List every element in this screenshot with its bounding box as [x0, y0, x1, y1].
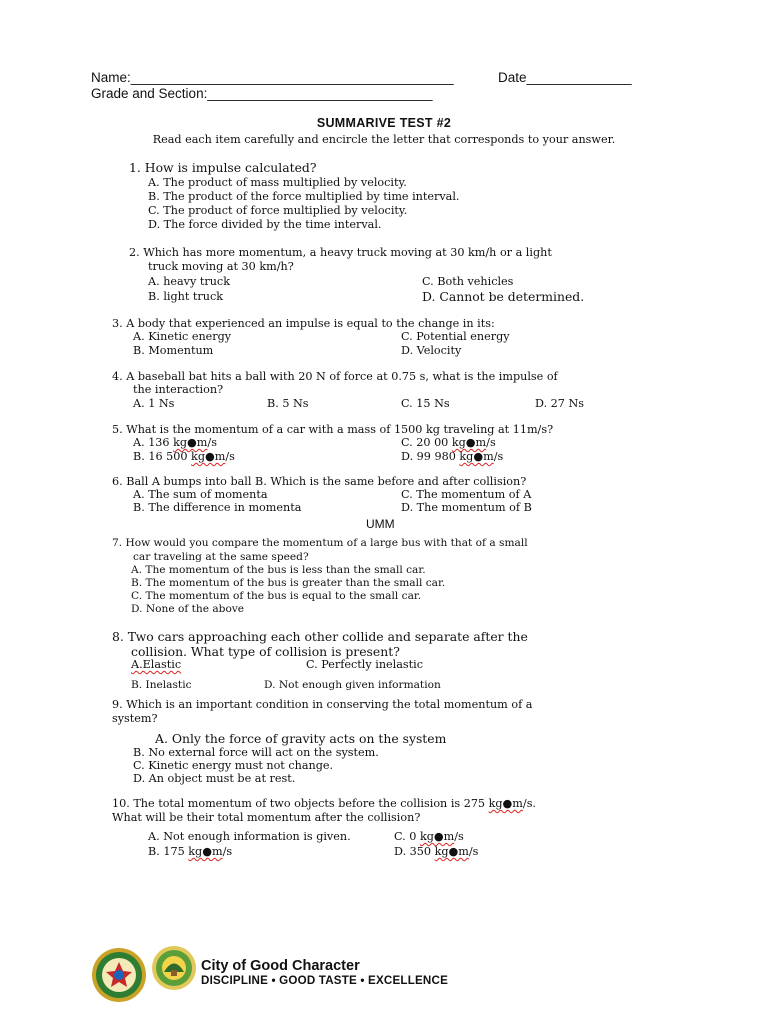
q1-option-c: C. The product of force multiplied by velocity. [148, 204, 408, 217]
q2-option-a: A. heavy truck [148, 275, 230, 288]
q9-stem-line1 [112, 698, 634, 711]
grade-field [91, 86, 433, 101]
q8-option-b: B. Inelastic [131, 679, 192, 691]
q4-stem-line1: 4. A baseball bat hits a ball with 20 N of force at 0.75 s, what is the impulse of [112, 370, 558, 383]
q3-option-d: D. Velocity [401, 344, 462, 357]
q6-option-d: D. The momentum of B [401, 501, 532, 514]
q3-option-a: A. Kinetic energy [133, 330, 232, 343]
q7-stem-line1: 7. How would you compare the momentum of a large bus with that of a small [112, 537, 528, 549]
date-label: Date [498, 70, 527, 85]
q6-option-c: C. The momentum of A [401, 488, 532, 501]
q1-option-b: B. The product of the force multiplied by time interval. [148, 190, 460, 203]
instructions: Read each item carefully and encircle the letter that corresponds to your answer. [152, 133, 616, 146]
q8-stem-text: 8. Two cars approaching each other collide and separate after the [112, 629, 528, 644]
q9-option-b: B. No external force will act on the system. [133, 746, 379, 759]
q1-stem: 1. How is impulse calculated? [129, 160, 317, 175]
q9-stem-line2: system? [112, 712, 158, 725]
q4-option-b: B. 5 Ns [267, 397, 309, 410]
q8-option-a: A.Elastic [131, 658, 182, 671]
q9-option-c: C. Kinetic energy must not change. [133, 759, 334, 772]
city-seal-icon [90, 947, 148, 1003]
q2-option-b: B. light truck [148, 290, 224, 303]
footer-title: City of Good Character [201, 958, 360, 974]
q8-stem-line2: collision. What type of collision is present? [131, 644, 400, 659]
q6-option-a: A. The sum of momenta [133, 488, 268, 501]
q5-stem: 5. What is the momentum of a car with a mass of 1500 kg traveling at 11m/s? [112, 423, 554, 436]
q10-option-b: B. 175 kg●m/s [148, 845, 233, 858]
date-line: ______________ [526, 70, 632, 85]
q9-option-d: D. An object must be at rest. [133, 772, 296, 785]
name-field [91, 70, 454, 85]
q5-option-c: C. 20 00 kg●m/s [401, 436, 496, 449]
q3-option-b: B. Momentum [133, 344, 214, 357]
q4-option-c: C. 15 Ns [401, 397, 450, 410]
q10-option-c: C. 0 kg●m/s [394, 830, 464, 843]
q7-stem-line2: car traveling at the same speed? [133, 551, 309, 563]
name-label: Name: [91, 70, 131, 85]
q10-option-d: D. 350 kg●m/s [394, 845, 479, 858]
q4-stem-line2: the interaction? [133, 383, 224, 396]
q7-option-a: A. The momentum of the bus is less than the small car. [131, 564, 426, 576]
date-field [498, 70, 632, 85]
q2-option-d: D. Cannot be determined. [422, 289, 585, 304]
q9-option-a: A. Only the force of gravity acts on the system [155, 731, 447, 746]
q6-stem: 6. Ball A bumps into ball B. Which is the same before and after collision? [112, 475, 527, 488]
q5-option-a: A. 136 kg●m/s [133, 436, 217, 449]
q7-option-d: D. None of the above [131, 603, 245, 615]
q3-stem: 3. A body that experienced an impulse is equal to the change in its: [112, 317, 495, 330]
q4-option-a: A. 1 Ns [133, 397, 175, 410]
q1-option-d: D. The force divided by the time interval. [148, 218, 382, 231]
q2-stem-text: 2. Which has more momentum, a heavy truck moving at 30 km/h or a light [129, 246, 552, 259]
q4-option-d: D. 27 Ns [535, 397, 585, 410]
bureau-seal-icon [150, 945, 198, 991]
q2-option-c: C. Both vehicles [422, 275, 514, 288]
q3-option-c: C. Potential energy [401, 330, 510, 343]
q5-option-d: D. 99 980 kg●m/s [401, 450, 504, 463]
q1-option-a: A. The product of mass multiplied by velocity. [148, 176, 407, 189]
q10-stem-line1: 10. The total momentum of two objects before the collision is 275 kg●m/s. [112, 797, 536, 810]
q8-option-d: D. Not enough given information [264, 679, 441, 691]
q8-stem-line1 [112, 629, 634, 644]
q10-stem-line2: What will be their total momentum after the collision? [112, 811, 421, 824]
q7-option-b: B. The momentum of the bus is greater than the small car. [131, 577, 446, 589]
q9-stem-text: 9. Which is an important condition in conserving the total momentum of a [112, 698, 533, 711]
name-line: ___________________________________________ [130, 70, 454, 85]
q2-stem-line1 [129, 246, 672, 259]
q5-option-b: B. 16 500 kg●m/s [133, 450, 235, 463]
q8-option-c: C. Perfectly inelastic [306, 658, 423, 671]
q6-option-b: B. The difference in momenta [133, 501, 302, 514]
umm-label: UMM [366, 517, 395, 531]
page-title: SUMMARIVE TEST #2 [316, 116, 452, 130]
q2-stem-line2: truck moving at 30 km/h? [148, 260, 294, 273]
grade-label: Grade and Section: [91, 86, 208, 101]
footer-subtitle: DISCIPLINE • GOOD TASTE • EXCELLENCE [201, 974, 448, 987]
grade-line: ______________________________ [207, 86, 433, 101]
q7-option-c: C. The momentum of the bus is equal to the small car. [131, 590, 422, 602]
q10-option-a: A. Not enough information is given. [148, 830, 351, 843]
